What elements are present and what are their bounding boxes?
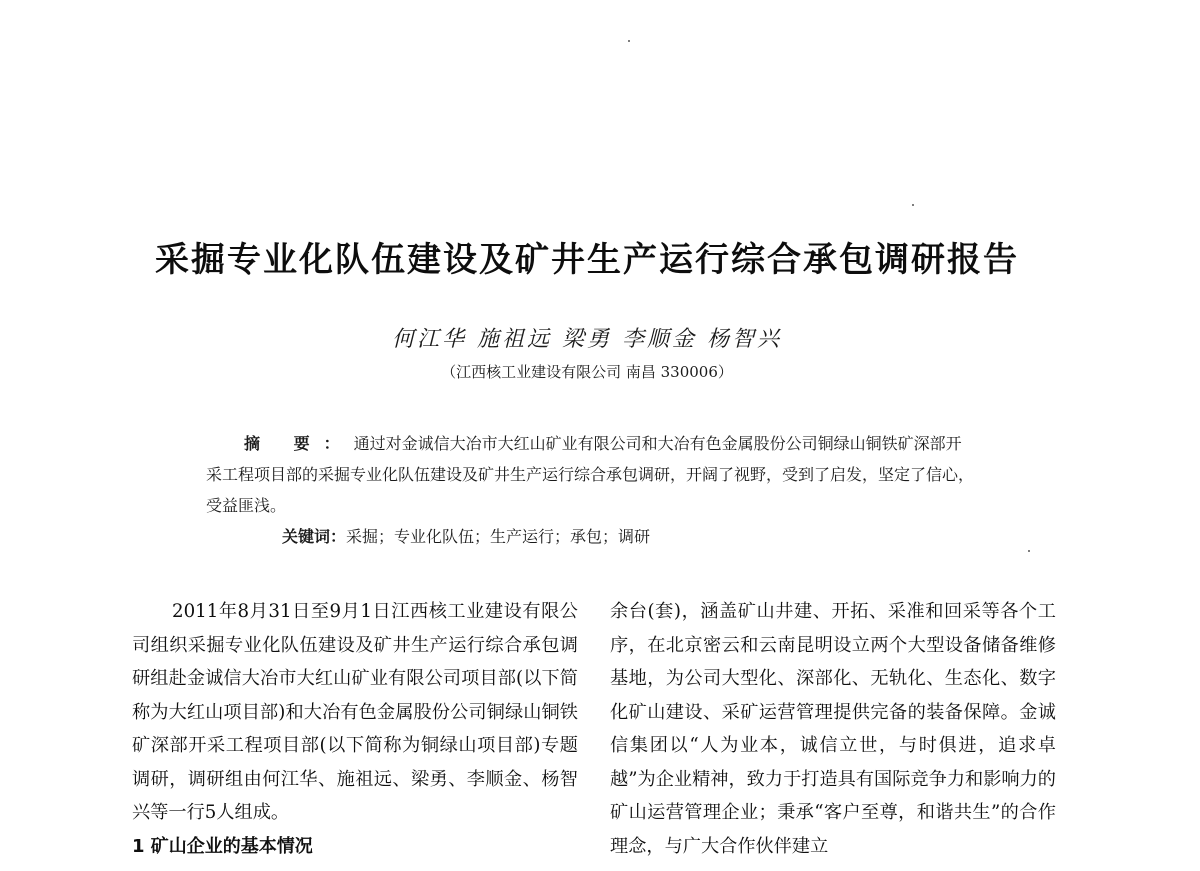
body-column-right <box>610 595 1056 863</box>
section-heading: 1 矿山企业的基本情况 <box>132 835 313 857</box>
affiliation: （江西核工业建设有限公司 南昌 330006） <box>441 363 733 381</box>
body-paragraph: 2011年8月31日至9月1日江西核工业建设有限公司组织采掘专业化队伍建设及矿井生产运行综合承包调研组赴金诚信大冶市大红山矿业有限公司项目部(以下简称为大红山项目部)和大冶有色金属股份公司铜绿山铜铁矿深部开采工程项目部(以下简称为铜绿山项目部)专题调研，调研组由何江华、施祖远、梁勇、李顺金、杨智兴等一行5人组成。 <box>132 601 578 823</box>
paper-title: 采掘专业化队伍建设及矿井生产运行综合承包调研报告 <box>155 240 1019 280</box>
abstract-paragraph <box>206 428 976 521</box>
abstract-text: 通过对金诚信大冶市大红山矿业有限公司和大冶有色金属股份公司铜绿山铜铁矿深部开采工程项目部的采掘专业化队伍建设及矿井生产运行综合承包调研，开阔了视野，受到了启发，坚定了信心，受益匪浅。 <box>206 434 975 515</box>
scan-speck <box>912 204 914 206</box>
body-column-left <box>132 595 578 863</box>
scan-speck <box>1028 550 1030 552</box>
abstract-block <box>206 428 976 552</box>
abstract-label: 摘 要： <box>244 434 354 453</box>
author-list: 何江华 施祖远 梁勇 李顺金 杨智兴 <box>392 327 782 352</box>
keywords-label: 关键词： <box>282 527 347 546</box>
scan-speck <box>628 40 630 42</box>
keywords-text: 采掘；专业化队伍；生产运行；承包；调研 <box>346 527 651 546</box>
body-paragraph: 余台(套)，涵盖矿山井建、开拓、采准和回采等各个工序，在北京密云和云南昆明设立两个大型设备储备维修基地，为公司大型化、深部化、无轨化、生态化、数字化矿山建设、采矿运营管理提供完备的装备保障。金诚信集团以“人为业本，诚信立世，与时俱进，追求卓越”为企业精神，致力于打造具有国际竞争力和影响力的矿山运营管理企业；秉承“客户至尊，和谐共生”的合作理念，与广大合作伙伴建立 <box>610 601 1056 857</box>
keywords-line <box>206 521 976 552</box>
